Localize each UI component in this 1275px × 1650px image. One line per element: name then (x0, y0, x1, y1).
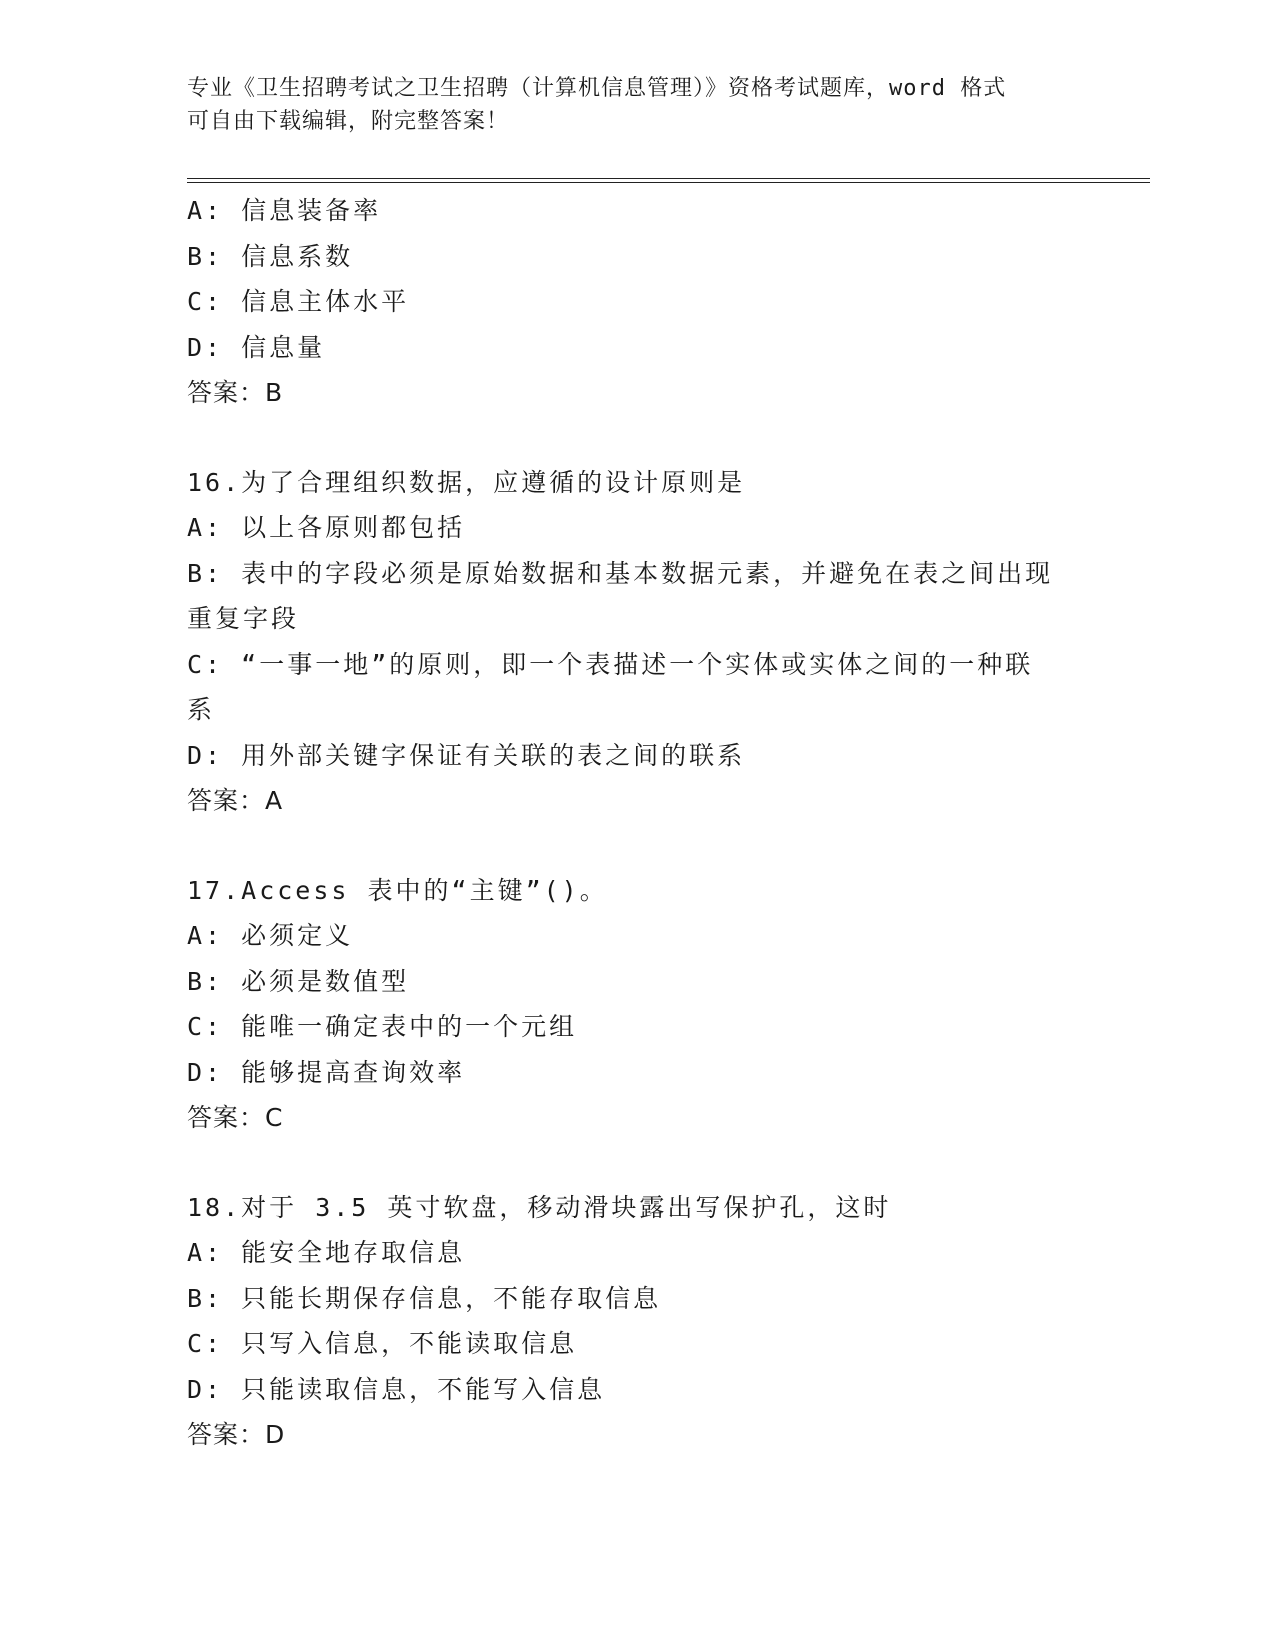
option-b-continued: 重复字段 (187, 604, 300, 633)
question-17 (187, 868, 1087, 1141)
header-rule-top (187, 178, 1150, 179)
option-c: C: 能唯一确定表中的一个元组 (187, 1012, 578, 1041)
option-b: B: 信息系数 (187, 241, 354, 271)
header-line-1: 专业《卫生招聘考试之卫生招聘（计算机信息管理）》资格考试题库，word 格式 (187, 76, 1007, 101)
option-a: A: 信息装备率 (187, 196, 382, 225)
question-16 (187, 460, 1087, 824)
document-header (187, 72, 1087, 138)
option-a: A: 必须定义 (187, 921, 354, 950)
option-a: A: 能安全地存取信息 (187, 1238, 466, 1267)
question-stem: 16.为了合理组织数据，应遵循的设计原则是 (187, 467, 746, 497)
option-c: C: “一事一地”的原则，即一个表描述一个实体或实体之间的一种联 (187, 649, 1034, 679)
option-d: D: 只能读取信息，不能写入信息 (187, 1374, 606, 1404)
option-d: D: 用外部关键字保证有关联的表之间的联系 (187, 740, 746, 770)
answer: 答案：B (187, 378, 284, 407)
question-list (187, 188, 1087, 1458)
option-b: B: 只能长期保存信息，不能存取信息 (187, 1283, 662, 1313)
option-c: C: 信息主体水平 (187, 287, 410, 316)
answer: 答案：D (187, 1420, 286, 1449)
option-d: D: 能够提高查询效率 (187, 1057, 466, 1087)
option-b: B: 必须是数值型 (187, 966, 410, 996)
option-c: C: 只写入信息，不能读取信息 (187, 1329, 578, 1358)
header-rule-bottom (187, 182, 1150, 183)
question-15 (187, 188, 1087, 416)
question-stem: 18.对于 3.5 英寸软盘，移动滑块露出写保护孔，这时 (187, 1192, 892, 1222)
answer: 答案：C (187, 1103, 284, 1132)
option-b: B: 表中的字段必须是原始数据和基本数据元素，并避免在表之间出现 (187, 558, 1054, 588)
question-18 (187, 1185, 1087, 1458)
answer: 答案：A (187, 786, 284, 815)
option-c-continued: 系 (187, 695, 216, 724)
header-line-2: 可自由下载编辑，附完整答案！ (187, 109, 510, 134)
question-stem: 17.Access 表中的“主键”()。 (187, 875, 608, 905)
option-d: D: 信息量 (187, 332, 326, 362)
option-a: A: 以上各原则都包括 (187, 513, 466, 542)
